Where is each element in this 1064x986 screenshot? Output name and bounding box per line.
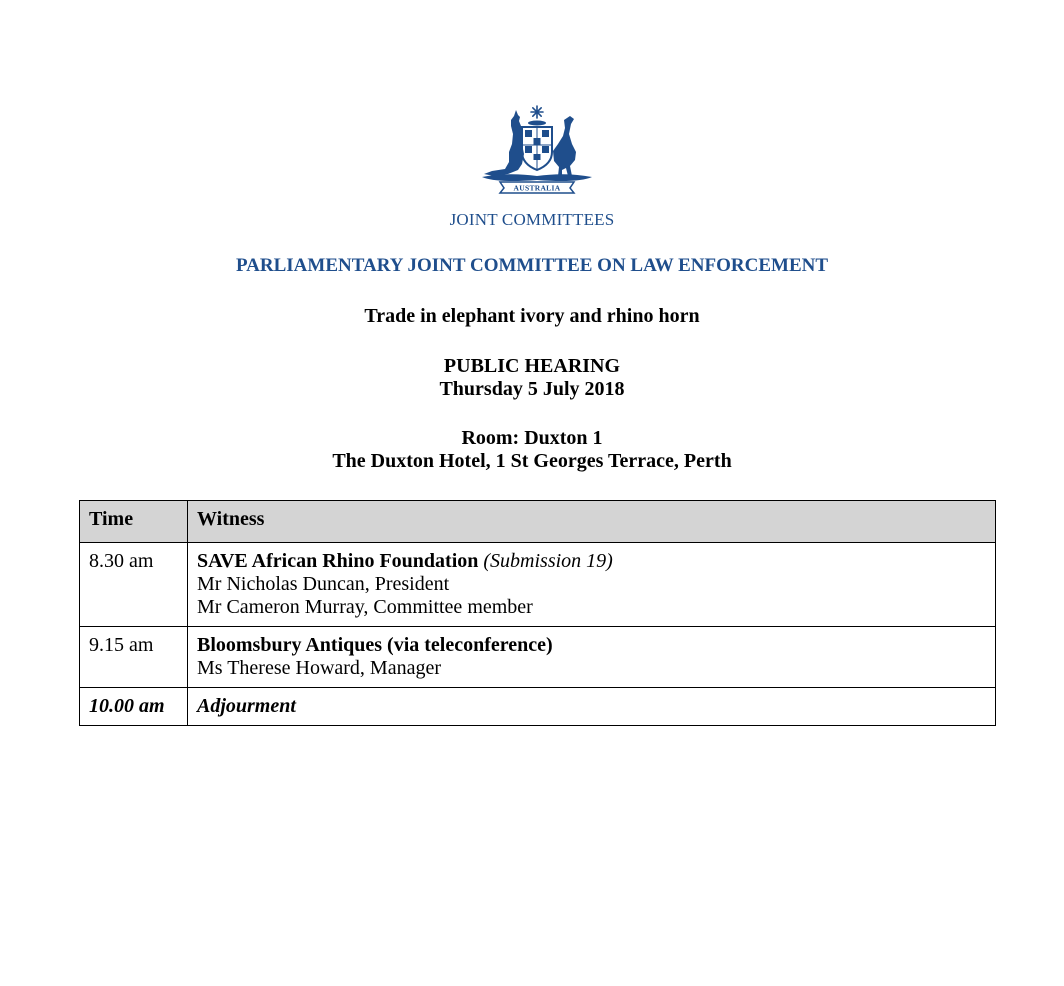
hearing-block xyxy=(0,355,1064,401)
table-row xyxy=(80,688,996,726)
witness-name: Mr Cameron Murray, Committee member xyxy=(197,596,533,618)
adjournment-label: Adjourment xyxy=(188,688,996,726)
hearing-schedule-table xyxy=(79,500,996,726)
witness-name: Mr Nicholas Duncan, President xyxy=(197,573,450,595)
row-witness xyxy=(188,627,996,688)
venue-block xyxy=(0,427,1064,473)
hearing-date: Thursday 5 July 2018 xyxy=(439,378,625,400)
table-row xyxy=(80,543,996,627)
row-time: 10.00 am xyxy=(80,688,188,726)
column-header-time: Time xyxy=(80,501,188,543)
witness-organisation: Bloomsbury Antiques (via teleconference) xyxy=(197,634,553,656)
star-icon xyxy=(531,106,543,118)
venue-address: The Duxton Hotel, 1 St Georges Terrace, Perth xyxy=(332,450,732,472)
row-time: 8.30 am xyxy=(80,543,188,627)
svg-text:AUSTRALIA: AUSTRALIA xyxy=(513,183,561,193)
submission-reference: (Submission 19) xyxy=(483,550,613,572)
section-title: JOINT COMMITTEES xyxy=(449,210,615,229)
hearing-type: PUBLIC HEARING xyxy=(443,355,621,377)
witness-organisation: SAVE African Rhino Foundation xyxy=(197,550,479,572)
committee-title: PARLIAMENTARY JOINT COMMITTEE ON LAW ENFORCEMENT xyxy=(235,255,829,276)
row-time: 9.15 am xyxy=(80,627,188,688)
witness-name: Ms Therese Howard, Manager xyxy=(197,657,441,679)
coat-of-arms-logo xyxy=(478,104,596,194)
table-row xyxy=(80,627,996,688)
witness-organisation-line xyxy=(197,550,986,573)
table-header-row xyxy=(80,501,996,543)
inquiry-title: Trade in elephant ivory and rhino horn xyxy=(364,305,700,327)
row-witness xyxy=(188,543,996,627)
room-name: Room: Duxton 1 xyxy=(461,427,603,449)
column-header-witness: Witness xyxy=(188,501,996,543)
